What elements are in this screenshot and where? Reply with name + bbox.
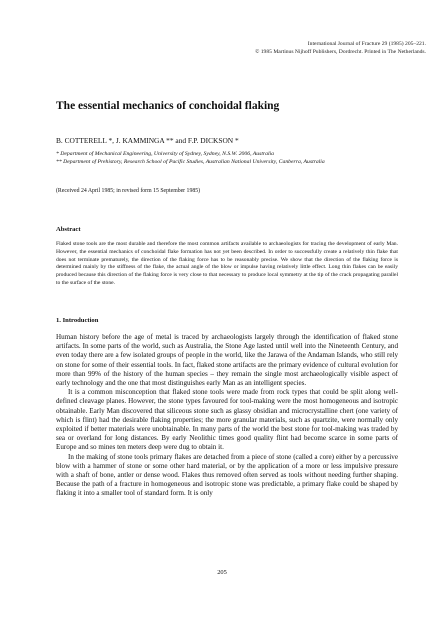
paragraph-2: It is a common misconception that flaked stone tools were made from rock types that could be split along well-defined cleavage planes. However, the stone types favoured for tool-making were the most homogeneous and isotropic obtainable. Early Man discovered that siliceous stone such as glassy obsidian and microcrystalline chert (one variety of which is flint) had the desirable flaking properties; the more granular materials, such as quartzite, were normally only exploited if better materials were unobtainable. In many parts of the world the best stone for tool-making was traded by sea or overland for long distances. By early Neolithic times good quality flint had become scarce in some parts of Europe and so mines ten meters deep were dug to obtain it. <box>56 388 398 452</box>
journal-line: International Journal of Fracture 29 (1985) 205–221. <box>307 41 426 47</box>
page-number: 205 <box>217 569 227 576</box>
body-text <box>56 333 398 499</box>
author-list: B. COTTERELL *, J. KAMMINGA ** and F.P. DICKSON * <box>56 136 239 145</box>
abstract-heading: Abstract <box>56 226 81 233</box>
affiliation-1: * Department of Mechanical Engineering, University of Sydney, Sydney, N.S.W. 2006, Australia <box>56 151 274 157</box>
publisher-line: © 1985 Martinus Nijhoff Publishers, Dordrecht. Printed in The Netherlands. <box>255 49 426 55</box>
affiliations <box>56 151 396 166</box>
journal-citation <box>220 40 426 56</box>
paragraph-3: In the making of stone tools primary flakes are detached from a piece of stone (called a core) either by a percussive blow with a hammer of stone or some other hard material, or by the application of a more or less impulsive pressure with a shaft of bone, antler or dense wood. Flakes thus removed often served as tools without needing further shaping. Because the path of a fracture in homogeneous and isotropic stone was predictable, a primary flake could be shaped by flaking it into a smaller tool of standard form. It is only <box>56 452 398 498</box>
paper-title: The essential mechanics of conchoidal flaking <box>56 100 280 112</box>
section-heading: 1. Introduction <box>56 317 99 324</box>
received-dates: (Received 24 April 1985; in revised form 15 September 1985) <box>56 188 201 194</box>
paragraph-1: Human history before the age of metal is traced by archaeologists largely through the identification of flaked stone artifacts. In some parts of the world, such as Australia, the Stone Age lasted until well into the Nineteenth Century, and even today there are a few isolated groups of people in the world, like the Jarawa of the Andaman Islands, who still rely on stone for some of their essential tools. In fact, flaked stone artifacts are the primary evidence of cultural evolution for more than 99% of the history of the human species – they remain the single most archaeologically visible aspect of early technology and the one that most distinguishes early Man as an intelligent species. <box>56 333 398 388</box>
affiliation-2: ** Department of Prehistory, Research School of Pacific Studies, Australian National University, Canberra, Australia <box>56 158 325 165</box>
abstract-text: Flaked stone tools are the most durable and therefore the most common artifacts available to archaeologists for tracing the development of early Man. However, the essential mechanics of conchoidal flake formation has not yet been described. In order to successfully create a relatively thin flake that does not terminate prematurely, the direction of the flaking force has to be reasonably precise. We show that the direction of the flaking force is determined mainly by the stiffness of the flake, the actual angle of the blow or impulse having relatively little effect. Long thin flakes can be easily produced because this direction of the flaking force is very close to that necessary to produce local symmetry at the tip of the crack propagating parallel to the surface of the stone. <box>56 241 398 286</box>
